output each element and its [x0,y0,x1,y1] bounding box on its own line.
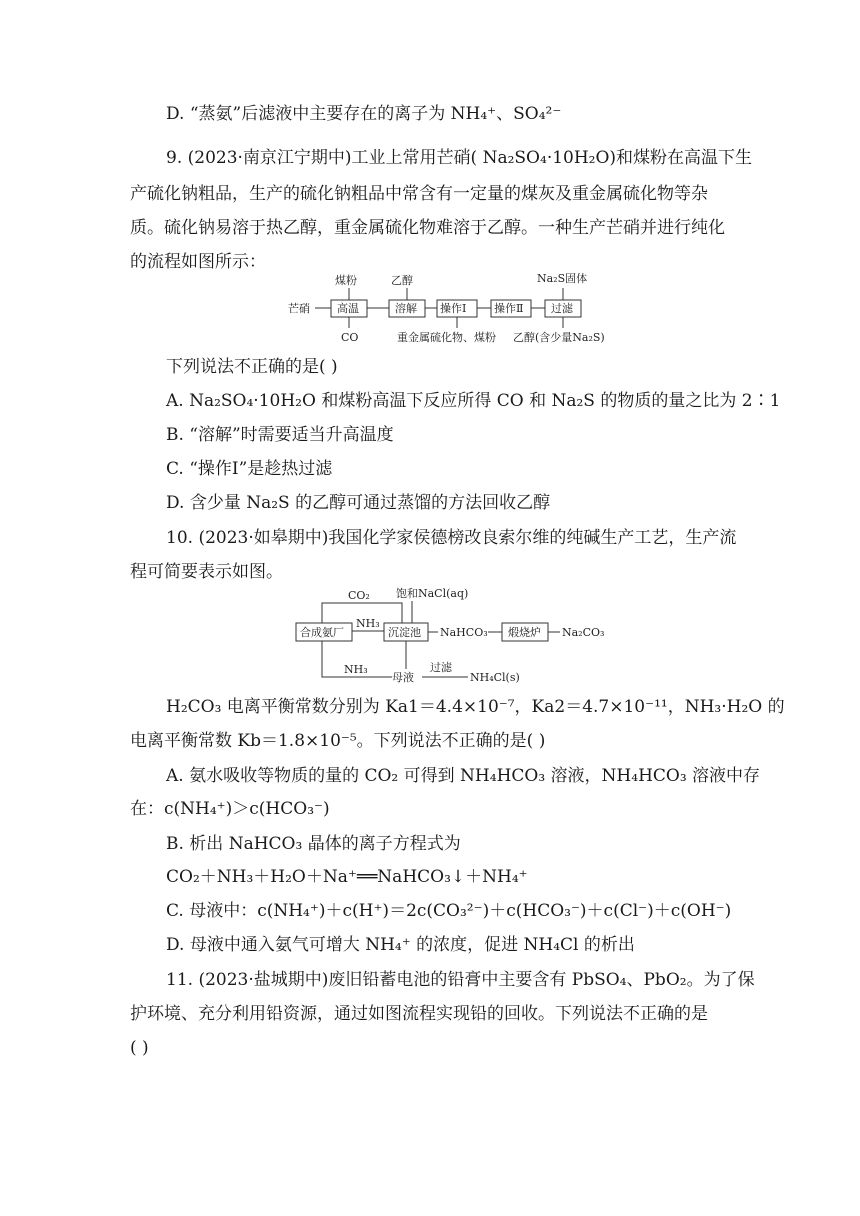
q10-constants-line-1: H₂CO₃ 电离平衡常数分别为 Ka1＝4.4×10⁻⁷，Ka2＝4.7×10⁻¹¹，NH₃·H₂O 的 [166,697,785,717]
q9-stem-line-1: 9. (2023·南京江宁期中)工业上常用芒硝( Na₂SO₄·10H₂O)和煤粉在高温下生 [166,148,753,168]
q9-flow-diagram [285,270,625,348]
q9-start-label: 芒硝 [288,302,310,315]
q9-box1-label: 高温 [337,302,359,315]
q11-stem-line-1: 11. (2023·盐城期中)废旧铅蓄电池的铅膏中主要含有 PbSO₄、PbO₂。为了保 [166,970,755,990]
q10-mother-liquor-label: 母液 [392,671,414,684]
q9-out3-label: 重金属硫化物、煤粉 [397,331,496,344]
q10-option-b-line-2: CO₂＋NH₃＋H₂O＋Na⁺══NaHCO₃↓＋NH₄⁺ [166,867,528,887]
q10-constants-line-2: 电离平衡常数 Kb＝1.8×10⁻⁵。下列说法不正确的是( ) [130,731,546,751]
q10-nh3-label-bottom: NH₃ [344,663,368,676]
q9-box4-label: 操作Ⅱ [494,302,524,315]
q9-in2-label: 乙醇 [391,274,413,287]
q10-option-a-line-1: A. 氨水吸收等物质的量的 CO₂ 可得到 NH₄HCO₃ 溶液，NH₄HCO₃ 溶液中存 [166,766,761,786]
q8-option-d: D. “蒸氨”后滤液中主要存在的离子为 NH₄⁺、SO₄²⁻ [166,104,562,124]
q9-out5-top-label: Na₂S固体 [537,272,588,285]
q10-nh3-label-top: NH₃ [356,617,380,630]
q9-option-c: C. “操作Ⅰ”是趁热过滤 [166,459,333,479]
q10-option-a-line-2: 在：c(NH₄⁺)＞c(HCO₃⁻) [130,799,330,819]
q11-stem-line-3: ( ) [130,1038,149,1058]
q9-box5-label: 过滤 [551,302,573,315]
q9-in1-label: 煤粉 [335,274,357,287]
q10-nh4cl-label: NH₄Cl(s) [470,671,520,684]
q11-stem-line-2: 护环境、充分利用铅资源，通过如图流程实现铅的回收。下列说法不正确的是 [130,1004,708,1024]
q9-out1-label: CO [341,331,359,344]
q9-stem-line-2: 产硫化钠粗品，生产的硫化钠粗品中常含有一定量的煤灰及重金属硫化物等杂 [130,184,708,204]
q10-co2-label: CO₂ [348,589,370,602]
q10-box3-label: 煅烧炉 [508,626,541,639]
q9-stem-line-4: 的流程如图所示： [130,252,266,272]
q10-na2co3-label: Na₂CO₃ [562,626,605,639]
q9-option-b: B. “溶解”时需要适当升高温度 [166,425,394,445]
q9-box3-label: 操作Ⅰ [440,302,467,315]
q10-filter-label: 过滤 [430,661,452,674]
q10-option-b-line-1: B. 析出 NaHCO₃ 晶体的离子方程式为 [166,834,461,854]
q10-nahco3-label: NaHCO₃ [440,626,488,639]
q10-box2-label: 沉淀池 [388,626,421,639]
q10-stem-line-1: 10. (2023·如皋期中)我国化学家侯德榜改良索尔维的纯碱生产工艺，生产流 [166,528,737,548]
q10-nacl-label: 饱和NaCl(aq) [396,587,469,600]
q9-out5-bottom-label: 乙醇(含少量Na₂S) [513,331,605,344]
q9-option-a: A. Na₂SO₄·10H₂O 和煤粉高温下反应所得 CO 和 Na₂S 的物质的量之比为 2∶1 [166,391,781,411]
q10-flow-diagram [292,585,612,685]
q10-stem-line-2: 程可简要表示如图。 [130,562,283,582]
q9-question: 下列说法不正确的是( ) [166,357,338,377]
q9-box2-label: 溶解 [395,302,417,315]
q10-option-d: D. 母液中通入氨气可增大 NH₄⁺ 的浓度，促进 NH₄Cl 的析出 [166,935,635,955]
q10-box1-label: 合成氨厂 [300,626,344,639]
q9-option-d: D. 含少量 Na₂S 的乙醇可通过蒸馏的方法回收乙醇 [166,493,551,513]
q9-stem-line-3: 质。硫化钠易溶于热乙醇，重金属硫化物难溶于乙醇。一种生产芒硝并进行纯化 [130,218,725,238]
q10-option-c: C. 母液中：c(NH₄⁺)＋c(H⁺)＝2c(CO₃²⁻)＋c(HCO₃⁻)＋c(Cl⁻)＋c(OH⁻) [166,901,732,921]
